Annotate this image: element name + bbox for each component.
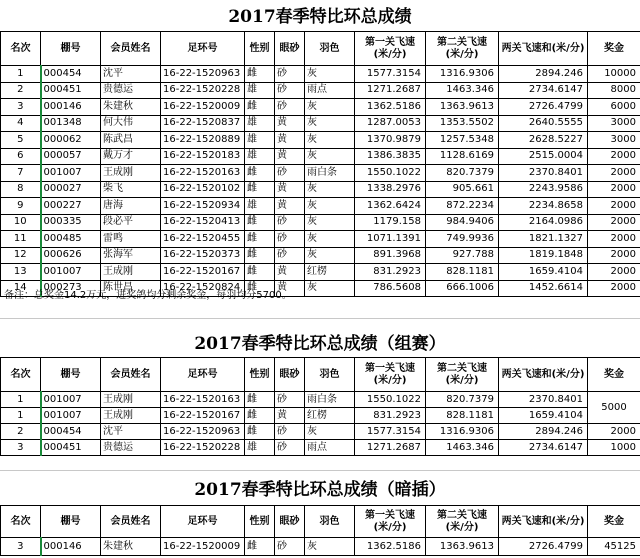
main-title: 2017春季特比环总成绩 [228, 7, 412, 27]
column-header: 羽色 [305, 358, 355, 392]
loft-id-cell: 000485 [41, 231, 101, 248]
column-header: 第一关飞速(米/分) [355, 32, 426, 66]
sex-cell: 雌 [245, 66, 275, 83]
stage2-speed-cell: 749.9936 [426, 231, 499, 248]
ring-no-cell: 16-22-1520009 [161, 538, 245, 556]
rank-cell: 10 [1, 214, 41, 231]
ring-no-cell: 16-22-1520455 [161, 231, 245, 248]
sex-cell: 雌 [245, 165, 275, 182]
ring-no-cell: 16-22-1520167 [161, 408, 245, 424]
color-cell: 红楞 [305, 264, 355, 281]
sex-cell: 雄 [245, 198, 275, 215]
stage1-speed-cell: 1550.1022 [355, 165, 426, 182]
member-name-cell: 段必平 [101, 214, 161, 231]
prize-cell: 2000 [588, 424, 640, 440]
prize-cell: 8000 [588, 82, 640, 99]
column-header: 棚号 [41, 32, 101, 66]
loft-id-cell: 000451 [41, 82, 101, 99]
stage2-speed-cell: 905.661 [426, 181, 499, 198]
loft-id-cell: 000451 [41, 440, 101, 456]
table-row [1, 99, 640, 116]
loft-id-cell: 001007 [41, 392, 101, 408]
dark-results-table [0, 505, 640, 556]
ring-no-cell: 16-22-1520837 [161, 115, 245, 132]
total-speed-cell: 2894.246 [499, 424, 588, 440]
member-name-cell: 朱建秋 [101, 99, 161, 116]
eye-cell: 黄 [275, 181, 305, 198]
sex-cell: 雌 [245, 181, 275, 198]
header-row [1, 358, 640, 392]
prize-note: 备注：总奖金14.2万元，进奖鸽均分剩余奖金，每羽均分5700。 [4, 290, 292, 301]
stage1-speed-cell: 1362.5186 [355, 99, 426, 116]
color-cell: 灰 [305, 148, 355, 165]
member-name-cell: 贵德运 [101, 82, 161, 99]
column-header: 第二关飞速(米/分) [426, 358, 499, 392]
rank-cell: 4 [1, 115, 41, 132]
prize-cell: 3000 [588, 115, 640, 132]
color-cell: 雨白条 [305, 165, 355, 182]
member-name-cell: 王成刚 [101, 408, 161, 424]
table-row [1, 408, 640, 424]
table-row [1, 148, 640, 165]
eye-cell: 砂 [275, 424, 305, 440]
total-speed-cell: 2370.8401 [499, 165, 588, 182]
column-header: 会员姓名 [101, 358, 161, 392]
ring-no-cell: 16-22-1520963 [161, 66, 245, 83]
ring-no-cell: 16-22-1520167 [161, 264, 245, 281]
total-speed-cell: 2370.8401 [499, 392, 588, 408]
stage2-speed-cell: 820.7379 [426, 392, 499, 408]
header-row [1, 506, 640, 538]
eye-cell: 砂 [275, 392, 305, 408]
color-cell: 灰 [305, 280, 355, 297]
column-header: 奖金 [588, 506, 640, 538]
color-cell: 灰 [305, 181, 355, 198]
stage1-speed-cell: 1362.5186 [355, 538, 426, 556]
table-row [1, 165, 640, 182]
table-row [1, 264, 640, 281]
column-header: 名次 [1, 32, 41, 66]
column-header: 第二关飞速(米/分) [426, 32, 499, 66]
loft-id-cell: 000454 [41, 424, 101, 440]
total-speed-cell: 2734.6147 [499, 440, 588, 456]
prize-cell: 2000 [588, 247, 640, 264]
ring-no-cell: 16-22-1520934 [161, 198, 245, 215]
eye-cell: 砂 [275, 440, 305, 456]
column-header: 棚号 [41, 358, 101, 392]
loft-id-cell: 001007 [41, 408, 101, 424]
stage1-speed-cell: 831.2923 [355, 408, 426, 424]
sex-cell: 雌 [245, 231, 275, 248]
eye-cell: 砂 [275, 538, 305, 556]
member-name-cell: 王成刚 [101, 165, 161, 182]
member-name-cell: 朱建秋 [101, 538, 161, 556]
member-name-cell: 陈武昌 [101, 132, 161, 149]
prize-cell: 2000 [588, 148, 640, 165]
eye-cell: 砂 [275, 247, 305, 264]
main-results-table [0, 31, 640, 297]
column-header: 性别 [245, 32, 275, 66]
ring-no-cell: 16-22-1520824 [161, 280, 245, 297]
column-header: 棚号 [41, 506, 101, 538]
color-cell: 灰 [305, 198, 355, 215]
sex-cell: 雌 [245, 214, 275, 231]
loft-id-cell: 000027 [41, 181, 101, 198]
column-header: 羽色 [305, 32, 355, 66]
stage2-speed-cell: 1363.9613 [426, 99, 499, 116]
loft-id-cell: 000146 [41, 538, 101, 556]
member-name-cell: 沈平 [101, 66, 161, 83]
prize-cell: 2000 [588, 165, 640, 182]
stage2-speed-cell: 1316.9306 [426, 424, 499, 440]
column-header: 足环号 [161, 32, 245, 66]
prize-cell: 2000 [588, 198, 640, 215]
group-title: 2017春季特比环总成绩（组赛） [194, 334, 446, 354]
rank-cell: 12 [1, 247, 41, 264]
column-header: 羽色 [305, 506, 355, 538]
rank-cell: 3 [1, 99, 41, 116]
column-header: 奖金 [588, 358, 640, 392]
member-name-cell: 雷鸣 [101, 231, 161, 248]
column-header: 足环号 [161, 358, 245, 392]
rank-cell: 13 [1, 264, 41, 281]
table-row [1, 538, 640, 556]
sex-cell: 雌 [245, 280, 275, 297]
sex-cell: 雌 [245, 247, 275, 264]
sex-cell: 雄 [245, 115, 275, 132]
prize-cell: 6000 [588, 99, 640, 116]
loft-id-cell: 000454 [41, 66, 101, 83]
member-name-cell: 何大伟 [101, 115, 161, 132]
prize-cell: 10000 [588, 66, 640, 83]
total-speed-cell: 2640.5555 [499, 115, 588, 132]
column-header: 性别 [245, 506, 275, 538]
column-header: 奖金 [588, 32, 640, 66]
stage2-speed-cell: 828.1181 [426, 264, 499, 281]
stage2-speed-cell: 666.1006 [426, 280, 499, 297]
ring-no-cell: 16-22-1520102 [161, 181, 245, 198]
eye-cell: 砂 [275, 214, 305, 231]
total-speed-cell: 2628.5227 [499, 132, 588, 149]
table-row [1, 181, 640, 198]
rank-cell: 11 [1, 231, 41, 248]
stage1-speed-cell: 1370.9879 [355, 132, 426, 149]
header-row [1, 32, 640, 66]
column-header: 名次 [1, 506, 41, 538]
total-speed-cell: 1452.6614 [499, 280, 588, 297]
total-speed-cell: 2515.0004 [499, 148, 588, 165]
column-header: 性别 [245, 358, 275, 392]
total-speed-cell: 2243.9586 [499, 181, 588, 198]
sex-cell: 雌 [245, 392, 275, 408]
eye-cell: 砂 [275, 82, 305, 99]
stage1-speed-cell: 1338.2976 [355, 181, 426, 198]
sex-cell: 雄 [245, 440, 275, 456]
column-header: 两关飞速和(米/分) [499, 32, 588, 66]
column-header: 眼砂 [275, 358, 305, 392]
color-cell: 灰 [305, 66, 355, 83]
eye-cell: 砂 [275, 99, 305, 116]
stage1-speed-cell: 1271.2687 [355, 82, 426, 99]
eye-cell: 砂 [275, 231, 305, 248]
ring-no-cell: 16-22-1520373 [161, 247, 245, 264]
stage2-speed-cell: 1353.5502 [426, 115, 499, 132]
stage2-speed-cell: 820.7379 [426, 165, 499, 182]
column-header: 会员姓名 [101, 506, 161, 538]
stage1-speed-cell: 1179.158 [355, 214, 426, 231]
ring-no-cell: 16-22-1520163 [161, 165, 245, 182]
prize-cell: 2000 [588, 280, 640, 297]
rank-cell: 6 [1, 148, 41, 165]
eye-cell: 黄 [275, 264, 305, 281]
stage1-speed-cell: 1362.6424 [355, 198, 426, 215]
stage2-speed-cell: 828.1181 [426, 408, 499, 424]
color-cell: 红楞 [305, 408, 355, 424]
table-row [1, 392, 640, 408]
stage1-speed-cell: 831.2923 [355, 264, 426, 281]
loft-id-cell: 000227 [41, 198, 101, 215]
table-row [1, 66, 640, 83]
color-cell: 灰 [305, 214, 355, 231]
member-name-cell: 陈世昌 [101, 280, 161, 297]
stage1-speed-cell: 1071.1391 [355, 231, 426, 248]
sex-cell: 雄 [245, 82, 275, 99]
ring-no-cell: 16-22-1520963 [161, 424, 245, 440]
stage1-speed-cell: 1577.3154 [355, 424, 426, 440]
eye-cell: 砂 [275, 165, 305, 182]
rank-cell: 1 [1, 392, 41, 408]
prize-cell: 5000 [588, 392, 640, 424]
column-header: 会员姓名 [101, 32, 161, 66]
sex-cell: 雌 [245, 538, 275, 556]
stage1-speed-cell: 1386.3835 [355, 148, 426, 165]
sex-cell: 雄 [245, 148, 275, 165]
eye-cell: 黄 [275, 408, 305, 424]
prize-cell: 2000 [588, 231, 640, 248]
total-speed-cell: 2726.4799 [499, 99, 588, 116]
eye-cell: 黄 [275, 132, 305, 149]
loft-id-cell: 000146 [41, 99, 101, 116]
member-name-cell: 贵德运 [101, 440, 161, 456]
total-speed-cell: 1819.1848 [499, 247, 588, 264]
dark-title: 2017春季特比环总成绩（暗插） [194, 480, 446, 500]
ring-no-cell: 16-22-1520228 [161, 440, 245, 456]
total-speed-cell: 2734.6147 [499, 82, 588, 99]
eye-cell: 黄 [275, 148, 305, 165]
table-row [1, 231, 640, 248]
color-cell: 灰 [305, 424, 355, 440]
color-cell: 雨点 [305, 440, 355, 456]
rank-cell: 7 [1, 165, 41, 182]
column-header: 第一关飞速(米/分) [355, 506, 426, 538]
rank-cell: 2 [1, 424, 41, 440]
color-cell: 灰 [305, 247, 355, 264]
color-cell: 灰 [305, 115, 355, 132]
rank-cell: 3 [1, 538, 41, 556]
rank-cell: 2 [1, 82, 41, 99]
stage1-speed-cell: 1271.2687 [355, 440, 426, 456]
color-cell: 雨白条 [305, 392, 355, 408]
table-row [1, 440, 640, 456]
stage2-speed-cell: 927.788 [426, 247, 499, 264]
total-speed-cell: 1659.4104 [499, 264, 588, 281]
column-header: 足环号 [161, 506, 245, 538]
table-row [1, 214, 640, 231]
eye-cell: 黄 [275, 198, 305, 215]
eye-cell: 黄 [275, 115, 305, 132]
eye-cell: 黄 [275, 280, 305, 297]
eye-cell: 砂 [275, 66, 305, 83]
column-header: 眼砂 [275, 506, 305, 538]
stage2-speed-cell: 984.9406 [426, 214, 499, 231]
total-speed-cell: 2894.246 [499, 66, 588, 83]
member-name-cell: 王成刚 [101, 264, 161, 281]
table-row [1, 115, 640, 132]
table-row [1, 82, 640, 99]
member-name-cell: 王成刚 [101, 392, 161, 408]
stage2-speed-cell: 1363.9613 [426, 538, 499, 556]
stage1-speed-cell: 786.5608 [355, 280, 426, 297]
group-results-table [0, 357, 640, 456]
table-row [1, 247, 640, 264]
sex-cell: 雄 [245, 132, 275, 149]
rank-cell: 3 [1, 440, 41, 456]
sex-cell: 雌 [245, 99, 275, 116]
rank-cell: 14 [1, 280, 41, 297]
table-row [1, 424, 640, 440]
ring-no-cell: 16-22-1520163 [161, 392, 245, 408]
column-header: 两关飞速和(米/分) [499, 358, 588, 392]
member-name-cell: 唐海 [101, 198, 161, 215]
color-cell: 雨点 [305, 82, 355, 99]
loft-id-cell: 000335 [41, 214, 101, 231]
color-cell: 灰 [305, 99, 355, 116]
member-name-cell: 柴飞 [101, 181, 161, 198]
stage2-speed-cell: 1316.9306 [426, 66, 499, 83]
prize-cell: 2000 [588, 214, 640, 231]
member-name-cell: 沈平 [101, 424, 161, 440]
ring-no-cell: 16-22-1520183 [161, 148, 245, 165]
total-speed-cell: 2726.4799 [499, 538, 588, 556]
column-header: 眼砂 [275, 32, 305, 66]
total-speed-cell: 1659.4104 [499, 408, 588, 424]
ring-no-cell: 16-22-1520413 [161, 214, 245, 231]
table-row [1, 198, 640, 215]
rank-cell: 1 [1, 408, 41, 424]
color-cell: 灰 [305, 132, 355, 149]
stage1-speed-cell: 1577.3154 [355, 66, 426, 83]
prize-cell: 3000 [588, 132, 640, 149]
sex-cell: 雌 [245, 264, 275, 281]
loft-id-cell: 001007 [41, 165, 101, 182]
stage1-speed-cell: 1287.0053 [355, 115, 426, 132]
loft-id-cell: 000273 [41, 280, 101, 297]
divider [0, 470, 640, 471]
divider [0, 318, 640, 319]
stage1-speed-cell: 1550.1022 [355, 392, 426, 408]
prize-cell: 2000 [588, 264, 640, 281]
loft-id-cell: 001007 [41, 264, 101, 281]
prize-cell: 45125 [588, 538, 640, 556]
stage2-speed-cell: 1463.346 [426, 82, 499, 99]
sex-cell: 雌 [245, 408, 275, 424]
color-cell: 灰 [305, 538, 355, 556]
total-speed-cell: 1821.1327 [499, 231, 588, 248]
ring-no-cell: 16-22-1520009 [161, 99, 245, 116]
stage2-speed-cell: 1128.6169 [426, 148, 499, 165]
loft-id-cell: 000062 [41, 132, 101, 149]
loft-id-cell: 000057 [41, 148, 101, 165]
stage2-speed-cell: 872.2234 [426, 198, 499, 215]
column-header: 名次 [1, 358, 41, 392]
stage1-speed-cell: 891.3968 [355, 247, 426, 264]
total-speed-cell: 2234.8658 [499, 198, 588, 215]
rank-cell: 8 [1, 181, 41, 198]
rank-cell: 1 [1, 66, 41, 83]
table-row [1, 132, 640, 149]
color-cell: 灰 [305, 231, 355, 248]
stage2-speed-cell: 1257.5348 [426, 132, 499, 149]
column-header: 两关飞速和(米/分) [499, 506, 588, 538]
sex-cell: 雌 [245, 424, 275, 440]
column-header: 第二关飞速(米/分) [426, 506, 499, 538]
ring-no-cell: 16-22-1520228 [161, 82, 245, 99]
loft-id-cell: 001348 [41, 115, 101, 132]
rank-cell: 5 [1, 132, 41, 149]
member-name-cell: 戴万才 [101, 148, 161, 165]
stage2-speed-cell: 1463.346 [426, 440, 499, 456]
member-name-cell: 张海军 [101, 247, 161, 264]
ring-no-cell: 16-22-1520889 [161, 132, 245, 149]
total-speed-cell: 2164.0986 [499, 214, 588, 231]
column-header: 第一关飞速(米/分) [355, 358, 426, 392]
prize-cell: 2000 [588, 181, 640, 198]
rank-cell: 9 [1, 198, 41, 215]
loft-id-cell: 000626 [41, 247, 101, 264]
prize-cell: 1000 [588, 440, 640, 456]
